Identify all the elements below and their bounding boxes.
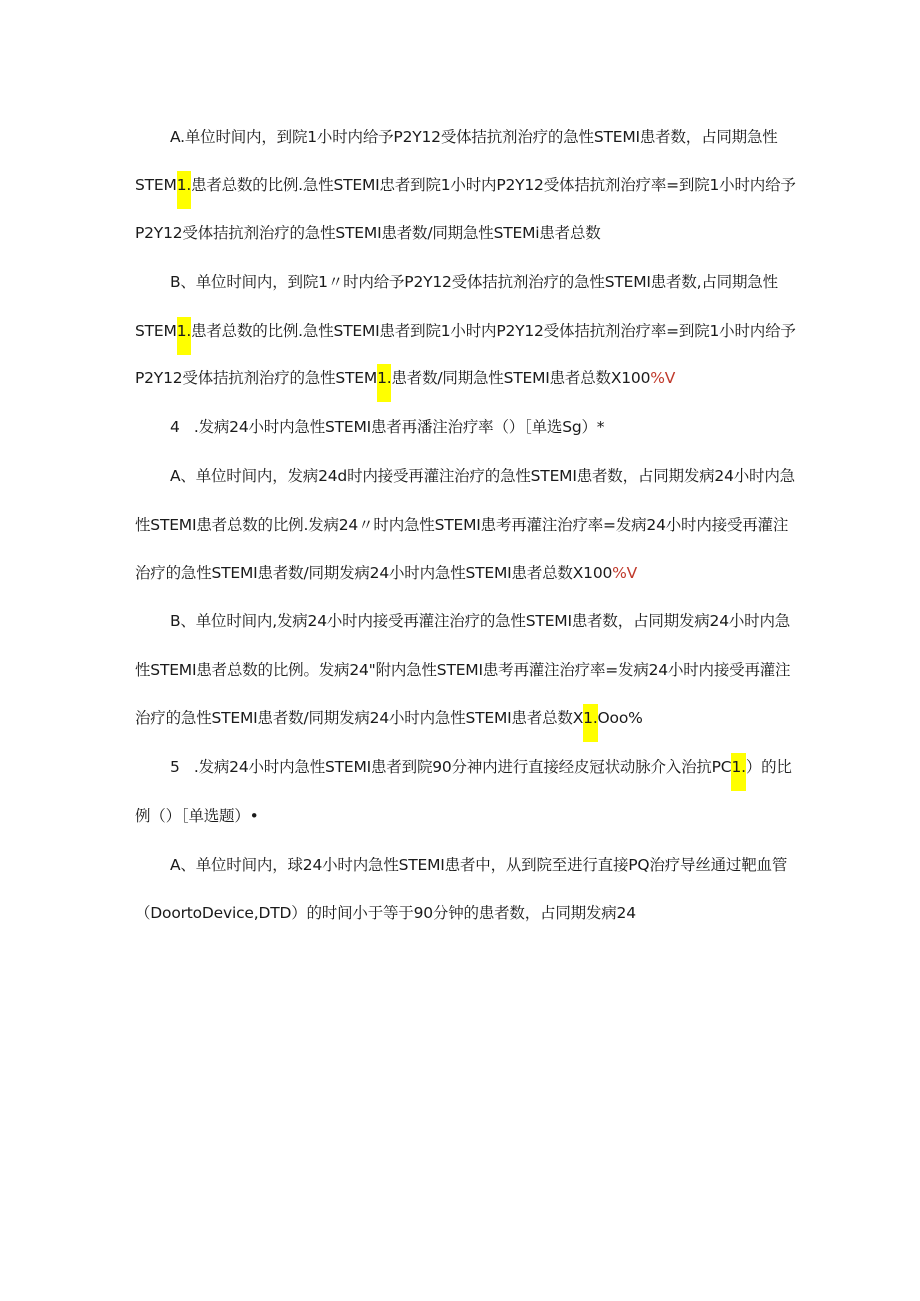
highlighted-text: 1. (177, 171, 191, 209)
text-segment: STEM (135, 322, 177, 340)
text-segment: 患者数/同期急性STEMI患者总数X100 (391, 369, 651, 387)
text-segment: 5 .发病24小时内急性STEMI患者到院90分神内进行直接经皮冠状动脉介入治抗PC (170, 758, 732, 776)
option-b-line-1: B、单位时间内，到院1〃时内给予P2Y12受体拮抗剂治疗的急性STEMI患者数,占同期急性 (170, 273, 778, 291)
q4-option-b-line-2: 性STEMI患者总数的比例。发病24"附内急性STEMI患考再灌注治疗率=发病24小时内接受再灌注 (135, 661, 791, 679)
question-4: 4 .发病24小时内急性STEMI患者再潘注治疗率（）［单选Sg）* (170, 418, 605, 436)
text-segment: STEM (135, 176, 177, 194)
text-segment: 治疗的急性STEMI患者数/同期发病24小时内急性STEMI患者总数X100 (135, 564, 613, 582)
option-a-line-1: A.单位时间内，到院1小时内给予P2Y12受体拮抗剂治疗的急性STEMI患者数，占同期急性 (170, 128, 778, 146)
q5-option-a-line-2: （DoortoDevice,DTD）的时间小于等于90分钟的患者数，占同期发病24 (135, 904, 636, 922)
text-segment: ）的比 (745, 758, 792, 776)
highlighted-text: 1. (583, 704, 597, 742)
highlighted-text: 1. (731, 753, 745, 791)
option-a-line-3: P2Y12受体拮抗剂治疗的急性STEMI患者数/同期急性STEMi患者总数 (135, 224, 601, 242)
option-a-line-2 (135, 174, 796, 209)
q4-option-a-line-1: A、单位时间内，发病24d时内接受再灌注治疗的急性STEMI患者数，占同期发病24小时内急 (170, 467, 795, 485)
q5-option-a-line-1: A、单位时间内，球24小时内急性STEMI患者中，从到院至进行直接PQ治疗导丝通过靶血管 (170, 856, 788, 874)
text-segment: 患者总数的比例.急性STEMI忠者到院1小时内P2Y12受体拮抗剂治疗率=到院1小时内给予 (191, 176, 796, 194)
question-5-line-2: 例（）［单选题）• (135, 807, 259, 825)
q4-option-a-line-3 (135, 562, 637, 584)
highlighted-text: 1. (377, 364, 391, 402)
text-segment: P2Y12受体拮抗剂治疗的急性STEM (135, 369, 378, 387)
q4-option-b-line-1: B、单位时间内,发病24小时内接受再灌注治疗的急性STEMI患者数，占同期发病24小时内急 (170, 612, 791, 630)
text-segment: Ooo% (597, 709, 643, 727)
option-b-line-2 (135, 320, 796, 355)
question-5-line-1 (170, 756, 792, 791)
q4-option-a-line-2: 性STEMI患者总数的比例.发病24〃时内急性STEMI患考再灌注治疗率=发病24小时内接受再灌注 (135, 516, 789, 534)
red-text: %V (612, 564, 638, 582)
option-b-line-3 (135, 367, 675, 402)
highlighted-text: 1. (177, 317, 191, 355)
red-text: %V (650, 369, 676, 387)
text-segment: 治疗的急性STEMI患者数/同期发病24小时内急性STEMI患者总数X (135, 709, 584, 727)
text-segment: 患者总数的比例.急性STEMI患者到院1小时内P2Y12受体拮抗剂治疗率=到院1小时内给予 (191, 322, 796, 340)
q4-option-b-line-3 (135, 707, 643, 742)
